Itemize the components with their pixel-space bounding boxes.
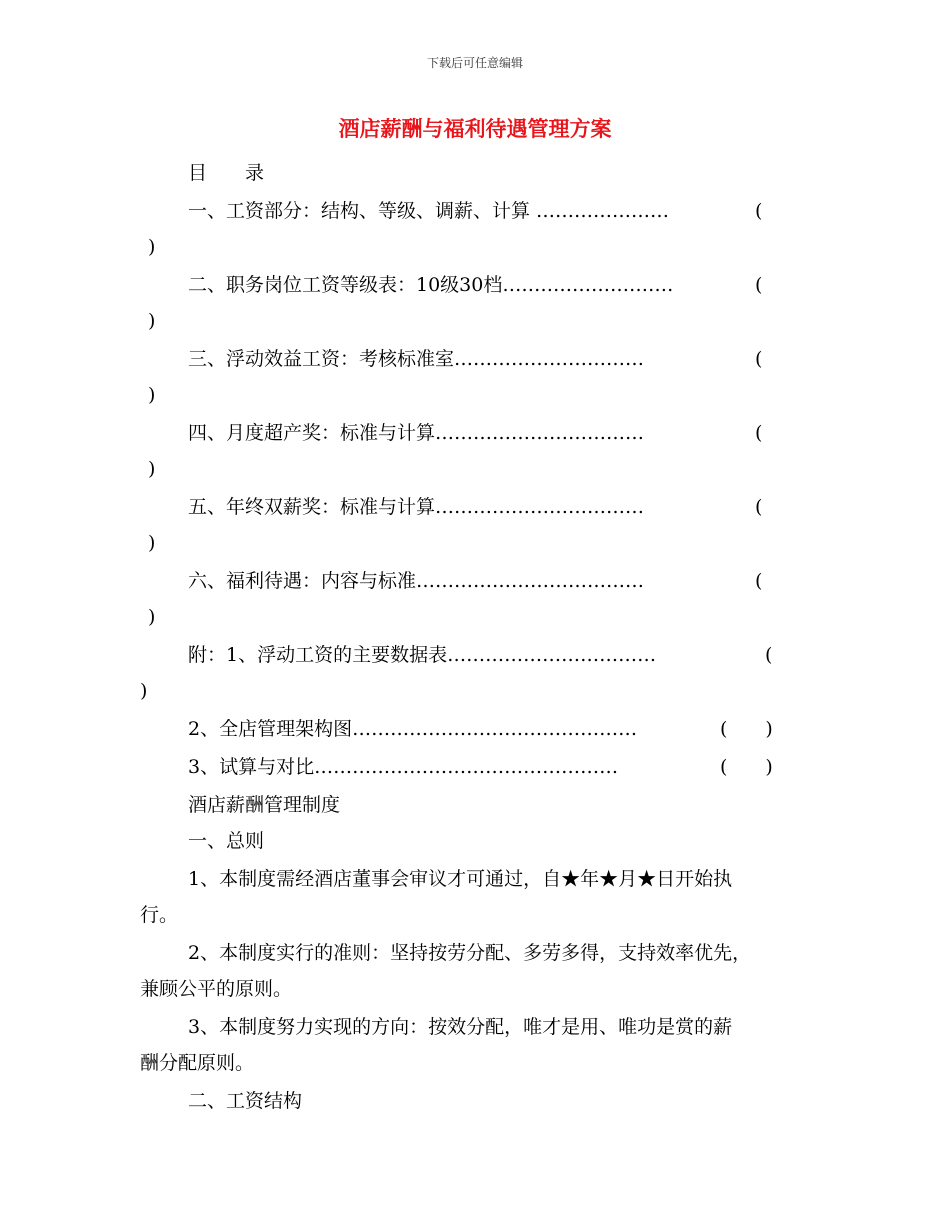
toc-item-leader: ………………… — [530, 200, 670, 222]
toc-item-label: 附：1、浮动工资的主要数据表 — [188, 644, 448, 666]
section-title: 酒店薪酬管理制度 — [188, 794, 341, 816]
toc-item — [188, 347, 644, 371]
toc-item-label: 3、试算与对比 — [188, 756, 315, 778]
toc-item-label: 六、福利待遇：内容与标准 — [188, 570, 417, 592]
toc-item-close-bracket: ) — [148, 236, 156, 258]
toc-item-close-bracket: ) — [148, 310, 156, 332]
toc-item-label: 五、年终双薪奖：标准与计算 — [188, 496, 436, 518]
toc-item — [188, 199, 669, 223]
toc-item-open-bracket: ( — [755, 274, 763, 296]
page-header: 下载后可任意编辑 — [426, 56, 523, 70]
document-title: 酒店薪酬与福利待遇管理方案 — [338, 116, 612, 141]
toc-item — [188, 717, 637, 741]
paragraph-line: 1、本制度需经酒店董事会审议才可通过，自★年★月★日开始执 — [188, 868, 733, 890]
toc-item-open-bracket: ( — [765, 644, 773, 666]
paragraph-line: 兼顾公平的原则。 — [140, 978, 293, 1000]
toc-heading: 目 录 — [188, 162, 265, 184]
paragraph-line: 3、本制度努力实现的方向：按效分配，唯才是用、唯功是赏的薪 — [188, 1016, 733, 1038]
paragraph-line: 2、本制度实行的准则：坚持按劳分配、多劳多得，支持效率优先， — [188, 942, 752, 964]
toc-item-leader: …………………………… — [435, 496, 645, 518]
toc-item-close-bracket: ) — [148, 606, 156, 628]
toc-item-label: 二、职务岗位工资等级表：10级30档 — [188, 274, 503, 296]
toc-item — [188, 569, 644, 593]
toc-item — [188, 421, 644, 445]
toc-item-leader: …………………………… — [435, 422, 645, 444]
toc-item-label: 四、月度超产奖：标准与计算 — [188, 422, 436, 444]
toc-item-leader: ……………………………………… — [352, 718, 638, 740]
toc-item-open-bracket: ( — [755, 496, 763, 518]
toc-item-label: 一、工资部分：结构、等级、调薪、计算 — [188, 200, 531, 222]
toc-item-open-bracket: ( — [755, 422, 763, 444]
toc-item-close-bracket: ) — [148, 532, 156, 554]
toc-item — [188, 755, 618, 779]
section-heading: 一、总则 — [188, 830, 265, 852]
toc-item-leader: ……………………………… — [416, 570, 645, 592]
toc-item-open-bracket: ( — [755, 348, 763, 370]
toc-item-close-bracket: ) — [140, 680, 148, 702]
toc-item-open-bracket: ( — [755, 200, 763, 222]
toc-item — [188, 273, 673, 297]
toc-item-leader: ……………………… — [502, 274, 674, 296]
toc-item-leader: ………………………… — [454, 348, 645, 370]
toc-item-brackets: ( ) — [720, 718, 773, 740]
toc-item-close-bracket: ) — [148, 384, 156, 406]
toc-item-label: 2、全店管理架构图 — [188, 718, 353, 740]
toc-item-label: 三、浮动效益工资：考核标准室 — [188, 348, 455, 370]
paragraph-line: 酬分配原则。 — [140, 1052, 255, 1074]
toc-item-close-bracket: ) — [148, 458, 156, 480]
toc-item-open-bracket: ( — [755, 570, 763, 592]
toc-item-leader: …………………………… — [447, 644, 657, 666]
toc-item — [188, 495, 644, 519]
section-heading: 二、工资结构 — [188, 1090, 303, 1112]
toc-item-leader: ………………………………………… — [314, 756, 619, 778]
toc-item — [188, 643, 656, 667]
toc-item-brackets: ( ) — [720, 756, 773, 778]
paragraph-line: 行。 — [140, 904, 179, 926]
